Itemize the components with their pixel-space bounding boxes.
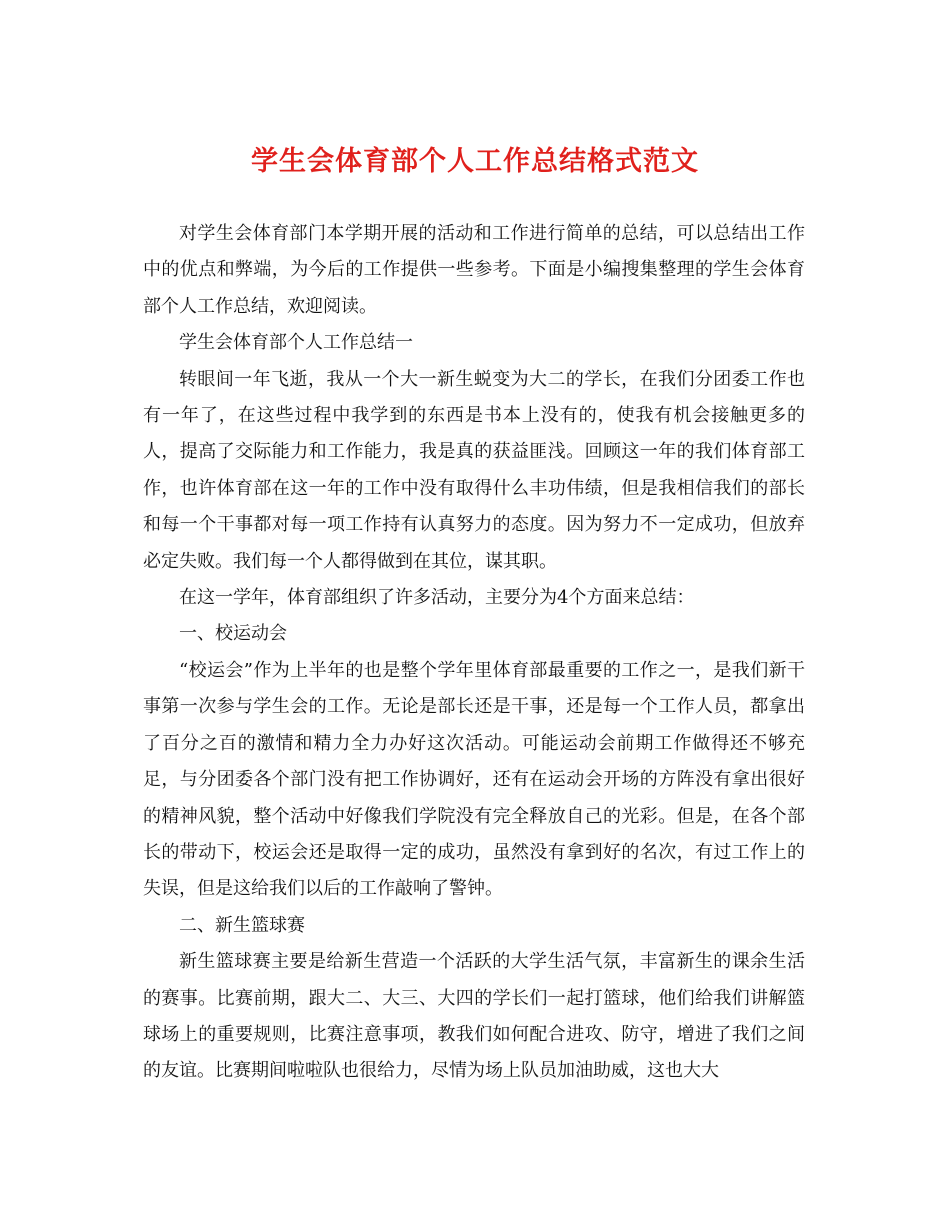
body-paragraph: “校运会”作为上半年的也是整个学年里体育部最重要的工作之一，是我们新干事第一次参与学生会的工作。无论是部长还是干事，还是每一个工作人员，都拿出了百分之百的激情和精力全力办好这次活动。可能运动会前期工作做得还不够充足，与分团委各个部门没有把工作协调好，还有在运动会开场的方阵没有拿出很好的精神风貌，整个活动中好像我们学院没有完全释放自己的光彩。但是，在各个部长的带动下，校运会还是取得一定的成功，虽然没有拿到好的名次，有过工作上的失误，但是这给我们以后的工作敲响了警钟。 (143, 659, 805, 900)
section-heading: 学生会体育部个人工作总结一 (179, 332, 413, 354)
body-paragraph: 在这一学年，体育部组织了许多活动，主要分为4个方面来总结： (179, 587, 695, 609)
body-paragraph: 转眼间一年飞逝，我从一个大一新生蜕变为大二的学长，在我们分团委工作也有一年了，在这些过程中我学到的东西是书本上没有的，使我有机会接触更多的人，提高了交际能力和工作能力，我是真的获益匪浅。回顾这一年的我们体育部工作，也许体育部在这一年的工作中没有取得什么丰功伟绩，但是我相信我们的部长和每一个干事都对每一项工作持有认真努力的态度。因为努力不一定成功，但放弃必定失败。我们每一个人都得做到在其位，谋其职。 (143, 368, 805, 572)
intro-paragraph: 对学生会体育部门本学期开展的活动和工作进行简单的总结，可以总结出工作中的优点和弊端，为今后的工作提供一些参考。下面是小编搜集整理的学生会体育部个人工作总结，欢迎阅读。 (143, 223, 805, 317)
body-paragraph: 新生篮球赛主要是给新生营造一个活跃的大学生活气氛，丰富新生的课余生活的赛事。比赛前期，跟大二、大三、大四的学长们一起打篮球，他们给我们讲解篮球场上的重要规则，比赛注意事项，教我们如何配合进攻、防守，增进了我们之间的友谊。比赛期间啦啦队也很给力，尽情为场上队员加油助威，这也大大 (143, 951, 805, 1082)
section-heading: 二、新生篮球赛 (179, 914, 305, 936)
page-title: 学生会体育部个人工作总结格式范文 (251, 146, 699, 177)
document-body (143, 216, 805, 1090)
section-heading: 一、校运动会 (179, 623, 287, 645)
